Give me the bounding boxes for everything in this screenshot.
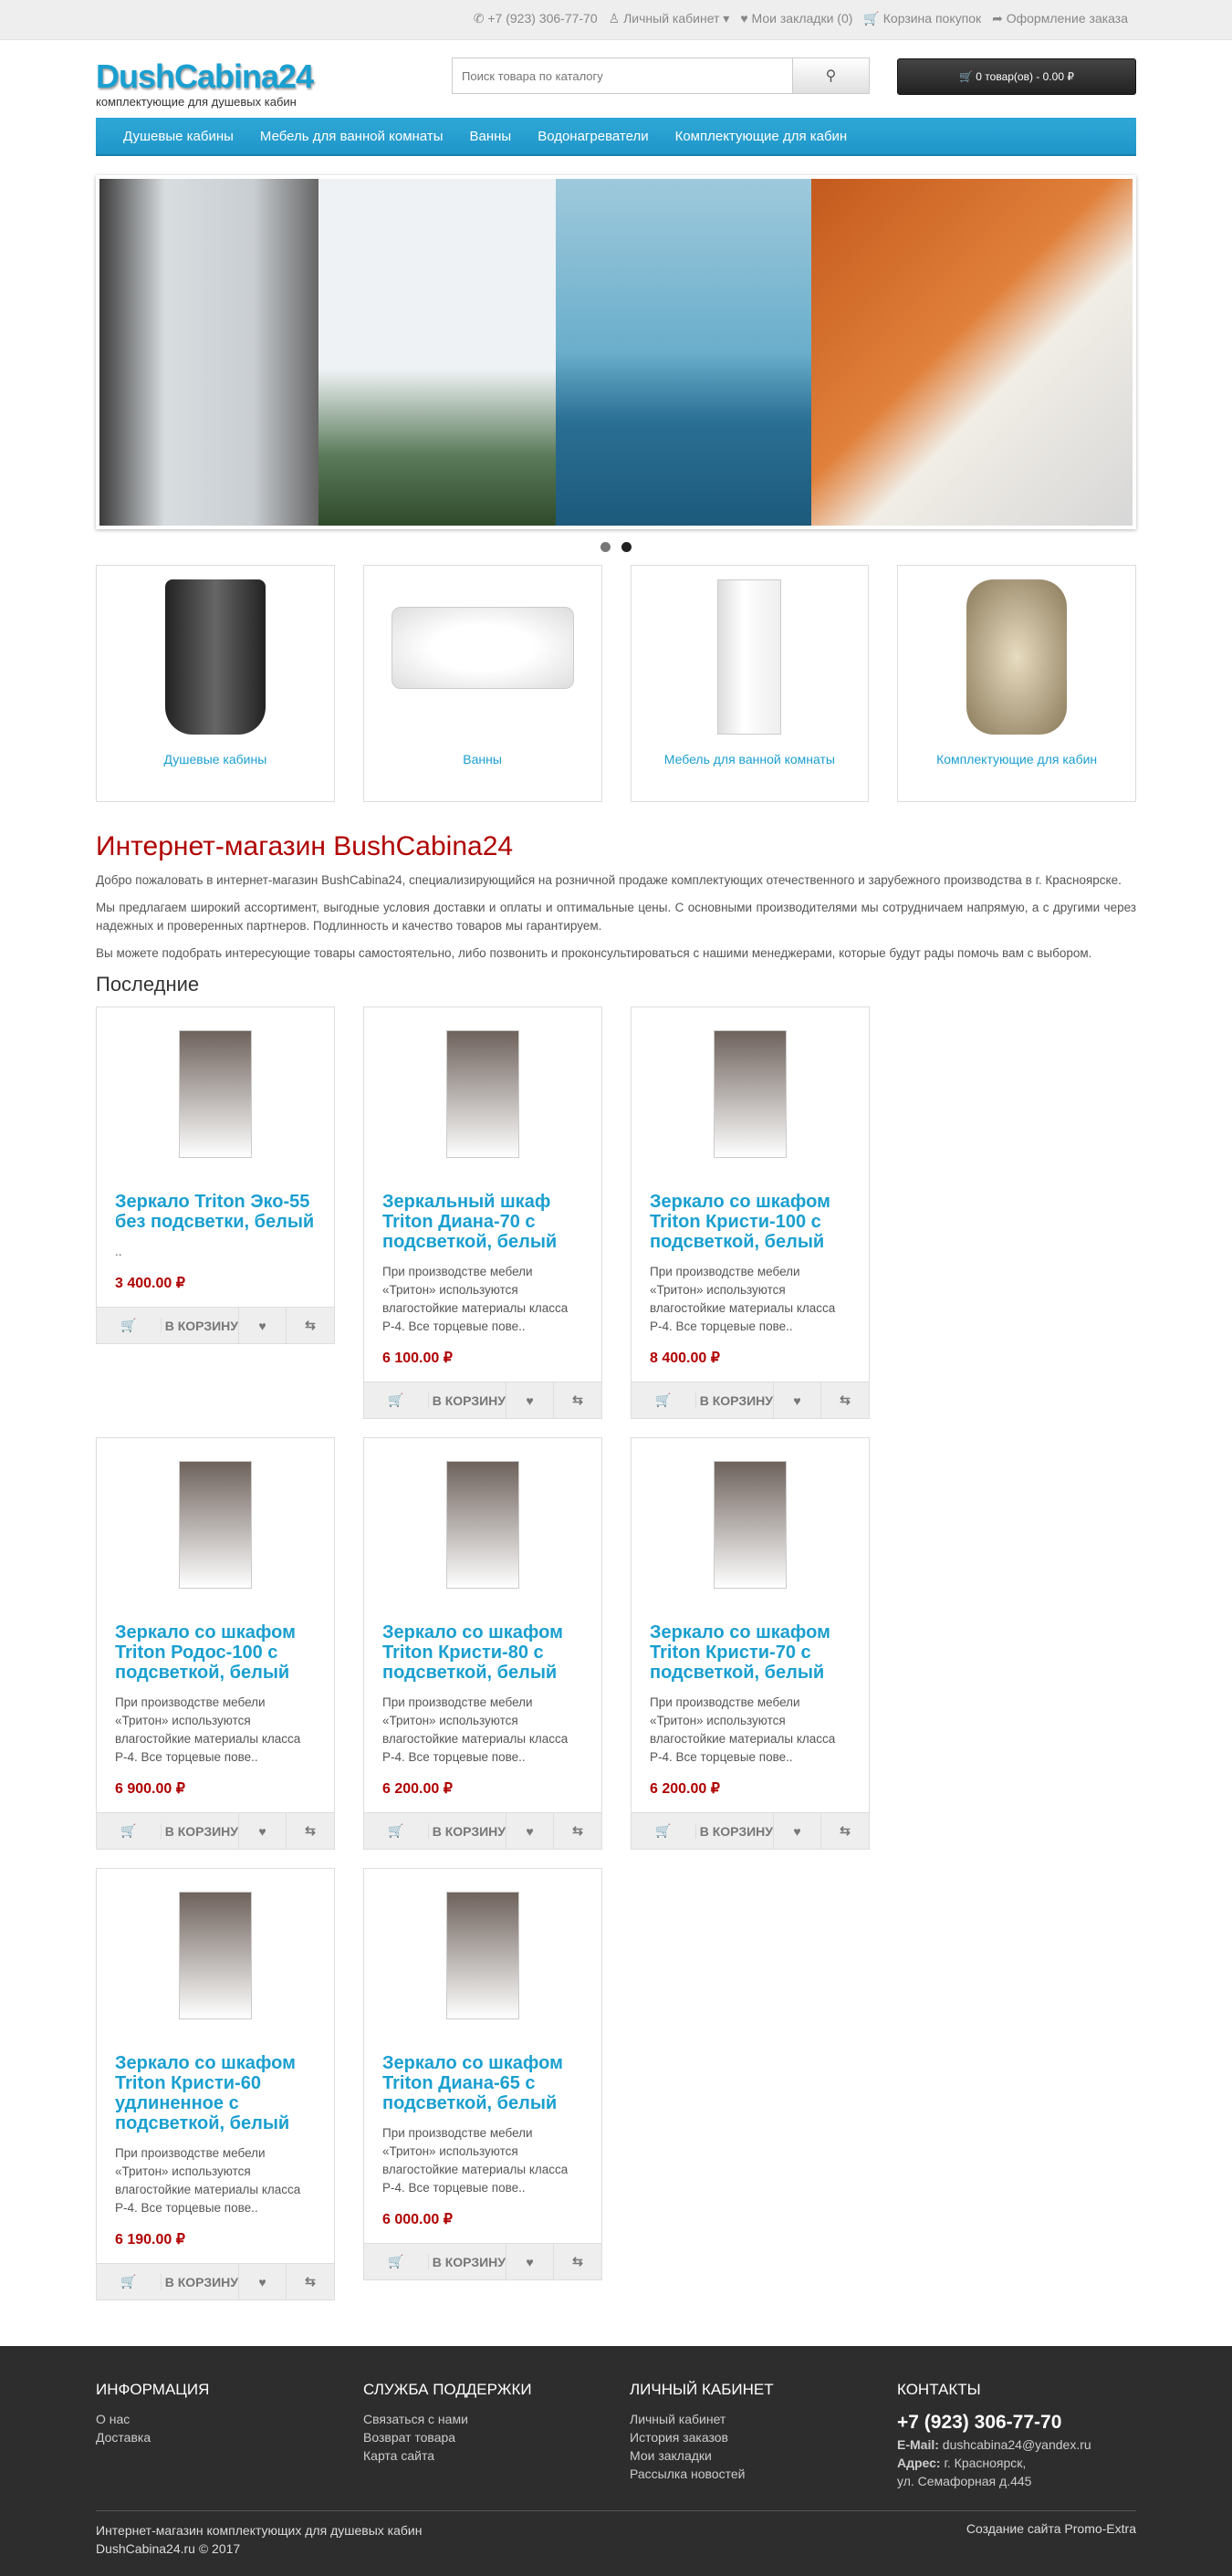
cart-link[interactable]: 🛒 Корзина покупок: [863, 11, 982, 26]
product-description: При производстве мебели «Тритон» используются влагостойкие материалы класса Р-4. Все торцевые пове..: [115, 2146, 301, 2215]
category-components[interactable]: [897, 565, 1136, 802]
banner-slider[interactable]: [96, 175, 1136, 529]
add-to-cart-label: В КОРЗИНУ: [164, 2274, 238, 2289]
footer-link-account[interactable]: Личный кабинет: [630, 2412, 726, 2426]
heart-icon: ♥: [258, 1318, 266, 1333]
product-grid: [96, 1006, 1136, 2300]
add-to-cart-button[interactable]: [632, 1382, 774, 1418]
product-price: 6 100.00 ₽: [382, 1351, 453, 1366]
add-to-cart-button[interactable]: [364, 1813, 506, 1849]
intro-paragraph: Мы предлагаем широкий ассортимент, выгодные условия доставки и оплаты и оптимальные цены. С основными производителями мы сотрудничаем напрямую, а с другими через надежных и проверенных партнеров. Подлинность и качество товаров мы гарантируем.: [96, 901, 1136, 933]
heart-icon: ♥: [793, 1823, 801, 1839]
product-image[interactable]: [632, 1438, 869, 1611]
add-to-cart-label: В КОРЗИНУ: [699, 1392, 773, 1408]
product-description: При производстве мебели «Тритон» используются влагостойкие материалы класса Р-4. Все торцевые пове..: [382, 2126, 569, 2195]
footer-link-newsletter[interactable]: Рассылка новостей: [630, 2466, 746, 2481]
mirror-image: [446, 1461, 519, 1589]
footer-contacts: [897, 2381, 1134, 2490]
top-bar: [0, 0, 1232, 40]
logo[interactable]: [96, 58, 313, 110]
product-image[interactable]: [364, 1869, 601, 2042]
add-to-cart-button[interactable]: [364, 2244, 506, 2279]
compare-icon: ⇆: [840, 1823, 851, 1838]
header: [96, 40, 1136, 118]
add-to-wishlist-button[interactable]: [774, 1813, 821, 1849]
footer-address-line1: г. Красноярск,: [944, 2456, 1027, 2470]
checkout-link[interactable]: ➦ Оформление заказа: [992, 11, 1128, 26]
nav-bathtubs[interactable]: Ванны: [469, 128, 512, 144]
compare-icon: ⇆: [572, 1392, 583, 1407]
add-to-cart-button[interactable]: [97, 1308, 239, 1343]
heart-icon: ♥: [258, 2274, 266, 2289]
compare-button[interactable]: [554, 1813, 601, 1849]
product-price: 6 200.00 ₽: [382, 1781, 453, 1797]
cart-button[interactable]: 🛒 0 товар(ов) - 0.00 ₽: [897, 58, 1136, 95]
add-to-wishlist-button[interactable]: [506, 1813, 554, 1849]
footer-phone: +7 (923) 306-77-70: [897, 2412, 1062, 2433]
add-to-cart-button[interactable]: [364, 1382, 506, 1418]
email-label: E-Mail:: [897, 2437, 939, 2452]
cart-label: 0 товар(ов) - 0.00 ₽: [976, 70, 1074, 83]
footer-heading: ИНФОРМАЦИЯ: [96, 2381, 210, 2398]
category-furniture[interactable]: [631, 565, 870, 802]
product-title[interactable]: Зеркало со шкафом Triton Кристи-60 удлиненное с подсветкой, белый: [115, 2053, 296, 2133]
product-title[interactable]: Зеркало со шкафом Triton Кристи-80 с подсветкой, белый: [382, 1622, 563, 1683]
main-nav: [96, 118, 1136, 156]
product-card: [96, 1437, 335, 1850]
product-description: При производстве мебели «Тритон» используются влагостойкие материалы класса Р-4. Все торцевые пове..: [382, 1695, 569, 1764]
product-title[interactable]: Зеркало со шкафом Triton Кристи-100 с подсветкой, белый: [650, 1192, 830, 1252]
footer-email[interactable]: dushcabina24@yandex.ru: [942, 2437, 1091, 2452]
cart-icon: 🛒: [97, 1823, 162, 1839]
product-image[interactable]: [364, 1438, 601, 1611]
product-image[interactable]: [97, 1438, 334, 1611]
compare-button[interactable]: [821, 1382, 869, 1418]
product-description: При производстве мебели «Тритон» используются влагостойкие материалы класса Р-4. Все торцевые пове..: [650, 1695, 836, 1764]
add-to-cart-label: В КОРЗИНУ: [164, 1318, 238, 1333]
compare-icon: ⇆: [305, 2274, 316, 2289]
account-text: Личный кабинет: [623, 11, 720, 26]
cart-icon: 🛒: [364, 1823, 429, 1839]
shower-cabin-image: [165, 579, 266, 735]
product-card: [363, 1006, 602, 1419]
add-to-cart-button[interactable]: [97, 2264, 239, 2300]
product-card: [363, 1437, 602, 1850]
footer: [0, 2346, 1232, 2576]
footer-link-about[interactable]: О нас: [96, 2412, 131, 2426]
product-card: [631, 1006, 870, 1419]
product-image[interactable]: [364, 1007, 601, 1181]
product-price: 6 000.00 ₽: [382, 2212, 453, 2227]
cabinet-image: [717, 579, 781, 735]
intro-paragraph: Добро пожаловать в интернет-магазин BushCabina24, специализирующийся на розничной продаже комплектующих отечественного и зарубежного производства в г. Красноярске.: [96, 873, 1122, 887]
mirror-image: [179, 1461, 252, 1589]
intro-paragraph: Вы можете подобрать интересующие товары самостоятельно, либо позвонить и проконсультироваться с нашими менеджерами, которые будут рады помочь вам с выбором.: [96, 946, 1092, 960]
product-price: 6 200.00 ₽: [650, 1781, 720, 1797]
compare-icon: ⇆: [572, 1823, 583, 1838]
wishlist-link[interactable]: ♥ Мои закладки (0): [740, 11, 853, 26]
product-card: [363, 1868, 602, 2280]
nav-water-heaters[interactable]: Водонагреватели: [538, 128, 649, 144]
footer-heading: СЛУЖБА ПОДДЕРЖКИ: [363, 2381, 532, 2398]
logo-tagline: комплектующие для душевых кабин: [96, 95, 297, 109]
product-card: [96, 1868, 335, 2300]
slide-shower-image: [99, 179, 318, 526]
search-icon: ⚲: [825, 68, 837, 84]
phone-text: +7 (923) 306-77-70: [487, 11, 598, 26]
logo-name: DushCabina24: [96, 57, 314, 95]
heart-icon: ♥: [526, 2254, 534, 2269]
product-card: [631, 1437, 870, 1850]
compare-button[interactable]: [821, 1813, 869, 1849]
wishlist-text: Мои закладки (0): [751, 11, 853, 26]
footer-link-delivery[interactable]: Доставка: [96, 2430, 151, 2445]
category-bathtubs[interactable]: [363, 565, 602, 802]
add-to-wishlist-button[interactable]: [506, 1382, 554, 1418]
nav-shower-cabins[interactable]: Душевые кабины: [123, 128, 234, 144]
cart-icon: 🛒: [364, 1392, 429, 1408]
compare-icon: ⇆: [305, 1318, 316, 1332]
search-input[interactable]: [452, 57, 793, 94]
product-title[interactable]: Зеркало Triton Эко-55 без подсветки, белый: [115, 1192, 315, 1232]
page-title: Интернет-магазин BushCabina24: [96, 831, 514, 861]
product-card: [96, 1006, 335, 1344]
compare-button[interactable]: [554, 1382, 601, 1418]
product-price: 6 900.00 ₽: [115, 1781, 185, 1797]
product-description: При производстве мебели «Тритон» используются влагостойкие материалы класса Р-4. Все торцевые пове..: [650, 1265, 836, 1333]
mirror-image: [446, 1892, 519, 2019]
heart-icon: ♥: [526, 1823, 534, 1839]
compare-button[interactable]: [287, 1813, 334, 1849]
slider-dot-2[interactable]: [621, 542, 632, 552]
product-image[interactable]: [632, 1007, 869, 1181]
product-description: При производстве мебели «Тритон» используются влагостойкие материалы класса Р-4. Все торцевые пове..: [382, 1265, 569, 1333]
mirror-image: [179, 1892, 252, 2019]
heart-icon: ♥: [793, 1392, 801, 1408]
compare-icon: ⇆: [305, 1823, 316, 1838]
add-to-cart-button[interactable]: [632, 1813, 774, 1849]
add-to-cart-label: В КОРЗИНУ: [432, 2254, 506, 2269]
product-image[interactable]: [97, 1007, 334, 1181]
footer-copyright: DushCabina24.ru © 2017: [96, 2541, 241, 2556]
footer-link-order-history[interactable]: История заказов: [630, 2430, 728, 2445]
footer-link-contact[interactable]: Связаться с нами: [363, 2412, 468, 2426]
cart-text: Корзина покупок: [882, 11, 982, 26]
product-image[interactable]: [97, 1869, 334, 2042]
product-description: ..: [115, 1245, 122, 1258]
mirror-image: [179, 1030, 252, 1158]
footer-address-line2: ул. Семафорная д.445: [897, 2474, 1032, 2488]
product-title[interactable]: Зеркало со шкафом Triton Диана-65 с подсветкой, белый: [382, 2053, 563, 2113]
add-to-cart-label: В КОРЗИНУ: [432, 1823, 506, 1839]
footer-heading: ЛИЧНЫЙ КАБИНЕТ: [630, 2381, 774, 2398]
phone-link[interactable]: ✆ +7 (923) 306-77-70: [473, 11, 598, 26]
add-to-cart-label: В КОРЗИНУ: [432, 1392, 506, 1408]
mirror-image: [446, 1030, 519, 1158]
product-description: При производстве мебели «Тритон» используются влагостойкие материалы класса Р-4. Все торцевые пове..: [115, 1695, 301, 1764]
slider-dots: [96, 529, 1136, 565]
bathtub-image: [392, 607, 574, 689]
add-to-wishlist-button[interactable]: [774, 1382, 821, 1418]
footer-credit-link[interactable]: Создание сайта Promo-Extra: [966, 2521, 1136, 2536]
category-shower-cabins[interactable]: [96, 565, 335, 802]
valve-image: [966, 579, 1067, 735]
footer-shop-description: Интернет-магазин комплектующих для душевых кабин: [96, 2523, 423, 2538]
product-price: 6 190.00 ₽: [115, 2232, 185, 2247]
add-to-wishlist-button[interactable]: [239, 1813, 287, 1849]
add-to-cart-label: В КОРЗИНУ: [164, 1823, 238, 1839]
footer-heading: КОНТАКТЫ: [897, 2381, 981, 2398]
slide-sea-image: [556, 179, 811, 526]
nav-bathroom-furniture[interactable]: Мебель для ванной комнаты: [259, 128, 444, 144]
cart-icon: 🛒: [632, 1392, 696, 1408]
cart-icon: 🛒: [632, 1823, 696, 1839]
intro-text: [96, 871, 1136, 963]
cart-icon: 🛒: [97, 2274, 162, 2289]
product-title[interactable]: Зеркало со шкафом Triton Кристи-70 с подсветкой, белый: [650, 1622, 830, 1683]
category-label: Мебель для ванной комнаты: [663, 752, 835, 767]
add-to-cart-label: В КОРЗИНУ: [699, 1823, 773, 1839]
product-price: 3 400.00 ₽: [115, 1276, 185, 1291]
checkout-text: Оформление заказа: [1006, 11, 1128, 26]
nav-components[interactable]: Комплектующие для кабин: [674, 128, 848, 144]
compare-button[interactable]: [287, 1308, 334, 1343]
add-to-cart-button[interactable]: [97, 1813, 239, 1849]
footer-link-sitemap[interactable]: Карта сайта: [363, 2448, 434, 2463]
footer-info: [96, 2381, 333, 2446]
cart-icon: 🛒: [97, 1318, 162, 1333]
heart-icon: ♥: [526, 1392, 534, 1408]
category-label: Комплектующие для кабин: [936, 752, 1098, 767]
compare-button[interactable]: [554, 2244, 601, 2279]
latest-heading: Последние: [96, 973, 200, 996]
cart-icon: 🛒: [364, 2254, 429, 2269]
add-to-wishlist-button[interactable]: [506, 2244, 554, 2279]
search-bar: [452, 57, 870, 94]
footer-support: [363, 2381, 600, 2465]
compare-icon: ⇆: [840, 1392, 851, 1407]
footer-link-returns[interactable]: Возврат товара: [363, 2430, 456, 2445]
category-tiles: [96, 565, 1136, 802]
footer-divider: [96, 2510, 1136, 2511]
mirror-image: [714, 1461, 787, 1589]
add-to-wishlist-button[interactable]: [239, 2264, 287, 2300]
compare-icon: ⇆: [572, 2254, 583, 2268]
footer-link-wishlist[interactable]: Мои закладки: [630, 2448, 712, 2463]
product-title[interactable]: Зеркальный шкаф Triton Диана-70 с подсветкой, белый: [382, 1192, 558, 1252]
slide-wood-wall-image: [811, 179, 1133, 526]
add-to-wishlist-button[interactable]: [239, 1308, 287, 1343]
mirror-image: [714, 1030, 787, 1158]
search-button[interactable]: [793, 57, 870, 94]
slide-window-image: [318, 179, 556, 526]
heart-icon: ♥: [258, 1823, 266, 1839]
category-label: Ванны: [463, 752, 502, 767]
footer-account: [630, 2381, 867, 2483]
slider-dot-1[interactable]: [600, 542, 611, 552]
product-title[interactable]: Зеркало со шкафом Triton Родос-100 с подсветкой, белый: [115, 1622, 296, 1683]
compare-button[interactable]: [287, 2264, 334, 2300]
address-label: Адрес:: [897, 2456, 941, 2470]
category-label: Душевые кабины: [163, 752, 267, 767]
account-dropdown[interactable]: ♙ Личный кабинет ▾: [608, 11, 730, 26]
product-price: 8 400.00 ₽: [650, 1351, 720, 1366]
